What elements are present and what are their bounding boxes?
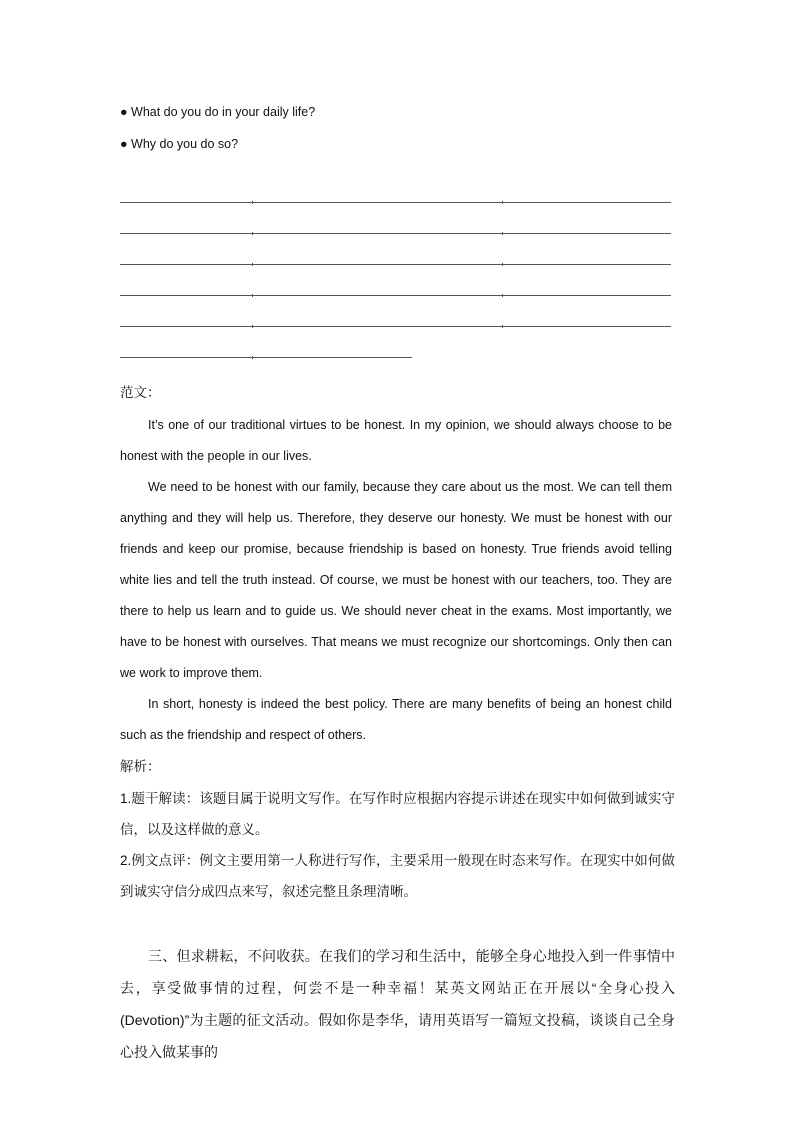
answer-writing-lines[interactable]: [120, 172, 671, 358]
prompt-why: ● Why do you do so?: [120, 137, 239, 151]
answer-line[interactable]: [120, 296, 671, 327]
sample-essay-heading: 范文：: [120, 385, 161, 400]
answer-line[interactable]: [120, 327, 671, 358]
analysis-section: [120, 791, 675, 907]
answer-line[interactable]: [120, 172, 671, 203]
essay-paragraph: It’s one of our traditional virtues to be honest. In my opinion, we should always choose to be honest with the people in our lives.: [120, 418, 672, 463]
essay-paragraph: In short, honesty is indeed the best policy. There are many benefits of being an honest child such as the friendship and respect of others.: [120, 697, 672, 742]
task-paragraph: 三、但求耕耘，不问收获。在我们的学习和生活中，能够全身心地投入到一件事情中去，享受做事情的过程，何尝不是一种幸福！某英文网站正在开展以“全身心投入 (Devotion)”为主题的征文活动。假如你是李华，请用英语写一篇短文投稿，谈谈自己全身心投入做某事的: [120, 948, 675, 1060]
answer-line[interactable]: [120, 265, 671, 296]
analysis-heading: 解析：: [120, 759, 161, 774]
analysis-item: 1.题干解读：该题目属于说明文写作。在写作时应根据内容提示讲述在现实中如何做到诚实守信，以及这样做的意义。: [120, 791, 675, 837]
analysis-item: 2.例文点评：例文主要用第一人称进行写作，主要采用一般现在时态来写作。在现实中如何做到诚实守信分成四点来写，叙述完整且条理清晰。: [120, 853, 675, 899]
prompt-daily-life: ● What do you do in your daily life?: [120, 105, 316, 119]
sample-essay: [120, 410, 672, 751]
essay-paragraph: We need to be honest with our family, because they care about us the most. We can tell them anything and they will help us. Therefore, they deserve our honesty. We must be honest with our friends and keep our promise, because friendship is based on honesty. True friends avoid telling white lies and tell the truth instead. Of course, we must be honest with our teachers, too. They are there to help us learn and to guide us. We should never cheat in the exams. Most importantly, we have to be honest with ourselves. That means we must recognize our shortcomings. Only then can we work to improve them.: [120, 480, 672, 680]
writing-task: [120, 940, 675, 1068]
answer-line[interactable]: [120, 203, 671, 234]
answer-line[interactable]: [120, 234, 671, 265]
